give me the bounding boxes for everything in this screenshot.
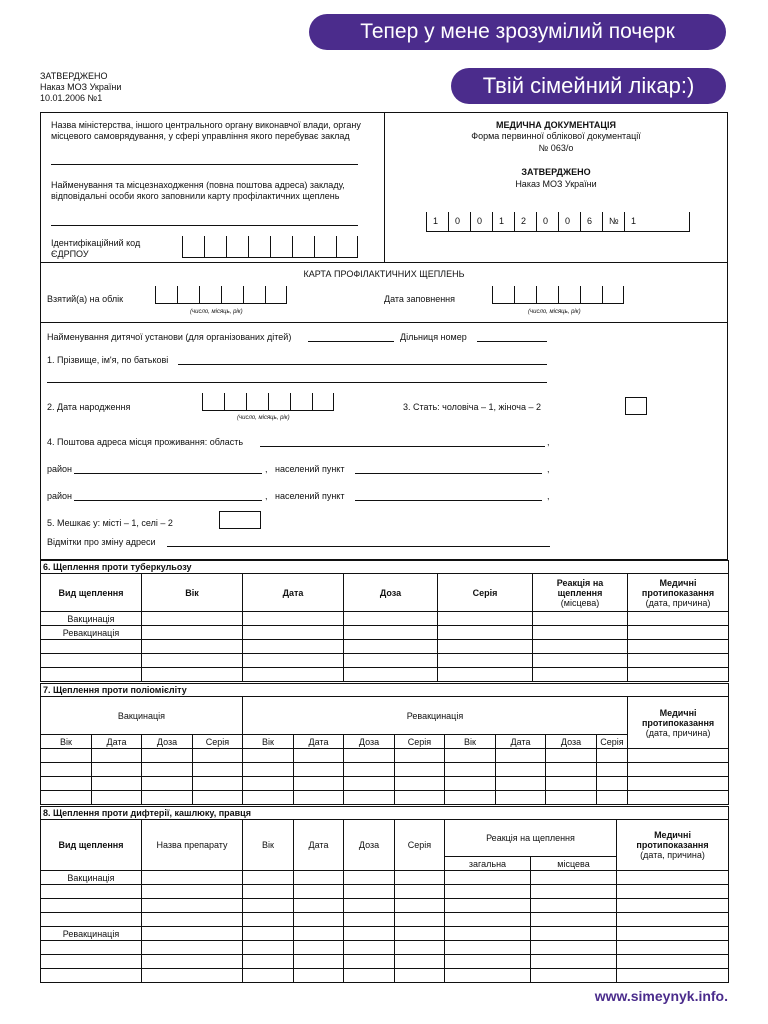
comma: ,	[265, 464, 268, 474]
table-row	[41, 749, 729, 763]
kindergarten-label: Найменування дитячої установи (для організованих дітей)	[47, 332, 292, 342]
polio-sub-dose: Доза	[546, 735, 597, 749]
polio-sub-series: Серія	[395, 735, 445, 749]
address-change-field[interactable]	[167, 546, 550, 547]
rayon-field-2[interactable]	[74, 500, 262, 501]
tb-col-dose: Доза	[344, 574, 438, 612]
comma: ,	[265, 491, 268, 501]
dtp-col-age: Вік	[243, 820, 294, 871]
settlement-label-1: населений пункт	[275, 464, 345, 474]
order-digit: 1	[499, 216, 505, 226]
polio-sub-age: Вік	[41, 735, 92, 749]
tb-contra-label: Медичні протипоказання	[641, 577, 715, 598]
approval-line-1: ЗАТВЕРДЖЕНО	[40, 71, 108, 81]
tb-reaction-label: Реакція на щеплення	[556, 577, 604, 598]
full-name-field[interactable]	[178, 364, 547, 365]
institution-field[interactable]	[51, 225, 358, 226]
registered-label: Взятий(а) на облік	[47, 294, 124, 304]
table-row	[41, 941, 729, 955]
order-digit: 0	[543, 216, 549, 226]
dtp-col-date: Дата	[294, 820, 344, 871]
region-field[interactable]	[260, 446, 545, 447]
dtp-contra-label: Медичні протипоказання	[636, 830, 709, 850]
table-row	[41, 913, 729, 927]
polio-sub-age: Вік	[445, 735, 496, 749]
table-row	[41, 777, 729, 791]
table-row	[41, 640, 729, 654]
district-no-label: Дільниця номер	[400, 332, 467, 342]
table-row	[41, 654, 729, 668]
kindergarten-field[interactable]	[308, 341, 394, 342]
dob-label: 2. Дата народження	[47, 402, 131, 412]
card-title: КАРТА ПРОФІЛАКТИЧНИХ ЩЕПЛЕНЬ	[303, 269, 465, 279]
polio-table	[40, 683, 729, 805]
tb-row-label: Ревакцинація	[41, 626, 142, 640]
polio-contra-sub: (дата, причина)	[645, 727, 711, 738]
form-name: Форма первинної облікової документації	[471, 131, 641, 141]
lives-box[interactable]	[219, 511, 261, 529]
polio-sub-date: Дата	[496, 735, 546, 749]
order-digit: 0	[565, 216, 571, 226]
tb-col-contra	[628, 574, 729, 612]
dtp-reaction-local: місцева	[531, 857, 617, 871]
dtp-col-dose: Доза	[344, 820, 395, 871]
tb-contra-sub: (дата, причина)	[645, 597, 711, 608]
tb-col-age: Вік	[142, 574, 243, 612]
lives-label: 5. Мешкає у: місті – 1, селі – 2	[47, 518, 173, 528]
polio-sub-date: Дата	[92, 735, 142, 749]
dtp-title: 8. Щеплення проти дифтерії, кашлюку, правця	[41, 807, 729, 820]
order-digit: 2	[521, 216, 527, 226]
approval-block	[40, 71, 121, 104]
rayon-field-1[interactable]	[74, 473, 262, 474]
registered-date-hint: (число, місяць, рік)	[190, 309, 243, 315]
comma: ,	[547, 464, 550, 474]
footer-site-link[interactable]: www.simeynyk.info.	[594, 988, 728, 1004]
polio-sub-date: Дата	[294, 735, 344, 749]
table-row	[41, 626, 729, 640]
polio-revaccination-header: Ревакцинація	[243, 697, 628, 735]
edrpou-cells[interactable]	[182, 236, 358, 258]
address-change-label: Відмітки про зміну адреси	[47, 537, 156, 547]
table-row	[41, 899, 729, 913]
tb-title: 6. Щеплення проти туберкульозу	[41, 561, 729, 574]
table-row	[41, 955, 729, 969]
tb-col-series: Серія	[438, 574, 533, 612]
polio-contra-header	[628, 697, 729, 749]
polio-sub-age: Вік	[243, 735, 294, 749]
registered-date-cells[interactable]	[155, 286, 287, 304]
order-digit: 0	[477, 216, 483, 226]
polio-contra-label: Медичні протипоказання	[641, 707, 715, 728]
header-approved: ЗАТВЕРДЖЕНО	[521, 167, 591, 177]
dtp-col-series: Серія	[395, 820, 445, 871]
table-row	[41, 885, 729, 899]
polio-title: 7. Щеплення проти поліомієліту	[41, 684, 729, 697]
institution-label: Найменування та місцезнаходження (повна поштова адреса) закладу, відповідальні особи якого заповнили карту профілактичних щеплень	[51, 180, 345, 201]
full-name-field-2[interactable]	[47, 382, 547, 383]
banner-family-doctor: Твій сімейний лікар:)	[451, 68, 726, 104]
dtp-reaction-general: загальна	[445, 857, 531, 871]
polio-sub-dose: Доза	[142, 735, 193, 749]
dtp-col-reaction: Реакція на щеплення	[445, 820, 617, 857]
tb-col-date: Дата	[243, 574, 344, 612]
tb-col-reaction	[533, 574, 628, 612]
settlement-field-1[interactable]	[355, 473, 542, 474]
dtp-col-drug: Назва препарату	[142, 820, 243, 871]
comma: ,	[547, 437, 550, 447]
order-number-cells	[426, 212, 690, 232]
polio-sub-series: Серія	[597, 735, 628, 749]
sex-label: 3. Стать: чоловіча – 1, жіноча – 2	[403, 402, 541, 412]
header-approved-by: Наказ МОЗ України	[515, 179, 597, 189]
tb-reaction-sub: (місцева)	[560, 597, 600, 608]
dtp-table	[40, 806, 729, 983]
dtp-col-kind: Вид щеплення	[41, 820, 142, 871]
fill-date-hint: (число, місяць, рік)	[528, 309, 581, 315]
dtp-col-contra	[617, 820, 729, 871]
approval-line-2: Наказ МОЗ України	[40, 82, 122, 92]
tb-col-kind: Вид щеплення	[41, 574, 142, 612]
order-no-value: 1	[631, 216, 637, 226]
full-name-label: 1. Прізвище, ім'я, по батькові	[47, 355, 169, 365]
banner-handwriting: Тепер у мене зрозумілий почерк	[309, 14, 726, 50]
dob-hint: (число, місяць, рік)	[237, 415, 290, 421]
rayon-label-2: район	[47, 491, 73, 501]
order-digit: 6	[587, 216, 593, 226]
table-row	[41, 969, 729, 983]
dtp-contra-sub: (дата, причина)	[640, 850, 705, 860]
ministry-field[interactable]	[51, 164, 358, 165]
order-digit: 0	[455, 216, 461, 226]
polio-vaccination-header: Вакцинація	[41, 697, 243, 735]
sex-box[interactable]	[625, 397, 647, 415]
comma: ,	[547, 491, 550, 501]
fill-date-cells[interactable]	[492, 286, 624, 304]
approval-line-3: 10.01.2006 №1	[40, 93, 103, 103]
polio-sub-series: Серія	[193, 735, 243, 749]
medical-doc-title: МЕДИЧНА ДОКУМЕНТАЦІЯ	[496, 120, 616, 130]
table-row	[41, 927, 729, 941]
tb-table	[40, 560, 729, 682]
order-no-label: №	[609, 216, 619, 226]
rayon-label-1: район	[47, 464, 73, 474]
dtp-row-revaccination: Ревакцинація	[41, 927, 142, 941]
dtp-row-vaccination: Вакцинація	[41, 871, 142, 885]
tb-row-label: Вакцинація	[41, 612, 142, 626]
polio-sub-dose: Доза	[344, 735, 395, 749]
district-no-field[interactable]	[477, 341, 547, 342]
fill-date-label: Дата заповнення	[384, 294, 456, 304]
table-row	[41, 612, 729, 626]
order-digit: 1	[433, 216, 439, 226]
ministry-label: Назва міністерства, іншого центрального органу виконавчої влади, органу місцевого самоврядування, у сфері управління якого перебуває заклад	[51, 120, 361, 141]
settlement-field-2[interactable]	[355, 500, 542, 501]
table-row	[41, 791, 729, 805]
table-row	[41, 763, 729, 777]
dob-cells[interactable]	[202, 393, 334, 411]
table-row	[41, 668, 729, 682]
address-region-label: 4. Поштова адреса місця проживання: область	[47, 437, 244, 447]
form-number: № 063/о	[538, 143, 574, 153]
edrpou-label: Ідентифікаційний код ЄДРПОУ	[51, 238, 141, 259]
settlement-label-2: населений пункт	[275, 491, 345, 501]
table-row	[41, 871, 729, 885]
